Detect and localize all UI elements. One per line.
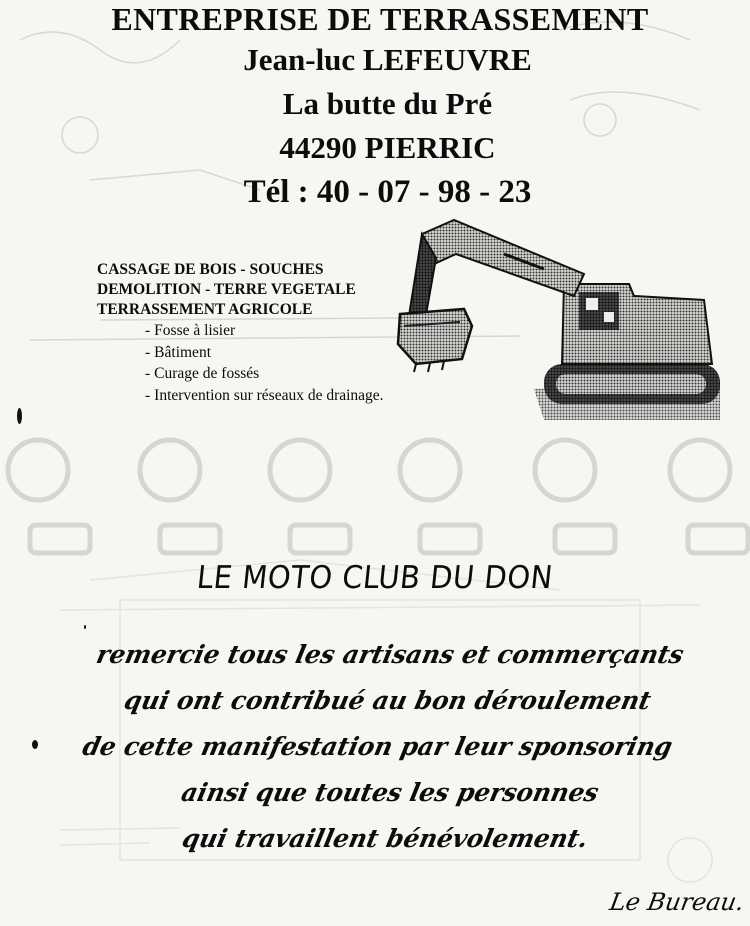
bullet: - — [145, 386, 151, 404]
service-item: Intervention sur réseaux de drainage. — [154, 386, 384, 404]
bleed-logo-1 — [8, 440, 90, 553]
service-item: Bâtiment — [154, 343, 211, 361]
message-line: remercie tous les artisans et commerçants — [93, 640, 687, 669]
address-line: La butte du Pré — [282, 86, 493, 121]
message-line: qui ont contribué au bon déroulement — [121, 686, 654, 715]
bullet: - — [145, 322, 151, 339]
city-line: 44290 PIERRIC — [279, 130, 496, 165]
service-item: Fosse à lisier — [154, 322, 236, 339]
club-title: LE MOTO CLUB DU DON — [195, 558, 555, 596]
bullet: - — [145, 365, 151, 382]
company-header — [0, 0, 750, 214]
bullet: - — [145, 343, 151, 361]
service-item: Curage de fossés — [154, 365, 260, 382]
ink-speck — [84, 625, 86, 629]
excavator-icon — [394, 214, 720, 420]
ink-speck — [17, 408, 22, 424]
message-line: qui travaillent bénévolement. — [179, 824, 591, 853]
service-category: TERRASSEMENT AGRICOLE — [97, 301, 313, 318]
phone-number: Tél : 40 - 07 - 98 - 23 — [243, 174, 532, 210]
owner-name: Jean-luc LEFEUVRE — [243, 42, 532, 77]
signature: Le Bureau. — [607, 888, 747, 916]
thank-you-message — [0, 632, 750, 862]
message-line: ainsi que toutes les personnes — [178, 778, 602, 807]
service-category: DEMOLITION - TERRE VEGETALE — [97, 281, 356, 298]
message-line: de cette manifestation par leur sponsoring — [80, 732, 676, 761]
service-category: CASSAGE DE BOIS - SOUCHES — [97, 261, 324, 278]
company-name: ENTREPRISE DE TERRASSEMENT — [111, 1, 649, 37]
ink-speck — [32, 740, 38, 749]
